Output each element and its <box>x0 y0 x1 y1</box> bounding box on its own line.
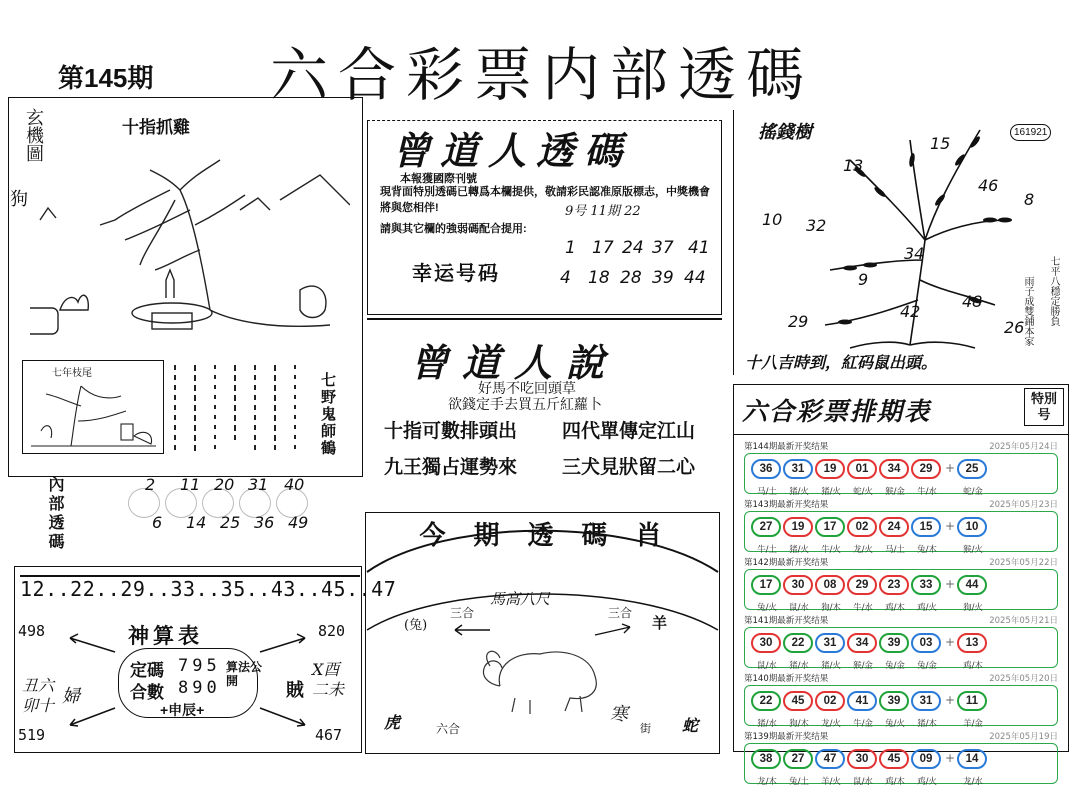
lottery-ball-number: 14 <box>961 752 983 766</box>
lottery-ball-number: 30 <box>787 578 809 592</box>
lottery-ball-number: 17 <box>755 578 777 592</box>
tree-num-12: 26 <box>1004 318 1025 337</box>
lottery-ball <box>911 517 941 537</box>
zengdao-shuo-line4a: 九王獨占運勢來 <box>384 456 518 478</box>
zodiac-element-label: 牛/土 <box>757 545 777 555</box>
lottery-ball-number: 47 <box>819 752 841 766</box>
lottery-ball <box>783 691 813 711</box>
lottery-ball <box>911 459 941 479</box>
result-row <box>740 498 1062 555</box>
zodiac-element-label: 鼠/水 <box>757 661 777 671</box>
zodiac-element-label: 狗/木 <box>789 719 809 729</box>
jinqi-horse: 馬高八尺 <box>490 590 551 608</box>
lottery-ball-number: 03 <box>915 636 937 650</box>
jinqi-rabbit: (兔) <box>404 618 428 633</box>
zodiac-element-label: 猪/火 <box>789 487 809 497</box>
zengdao-r2-3: 28 <box>620 268 642 288</box>
lottery-ball-number: 29 <box>915 462 937 476</box>
zodiac-element-label: 羊/火 <box>821 777 841 787</box>
zodiac-element-label: 猴/金 <box>885 487 905 497</box>
zodiac-element-label: 兔/火 <box>757 603 777 613</box>
neibu-num-r1-5: 40 <box>284 475 305 494</box>
lottery-ball-number: 36 <box>755 462 777 476</box>
result-row-header <box>740 556 1062 568</box>
zodiac-element-label: 龙/木 <box>757 777 777 787</box>
lottery-ball-number: 24 <box>883 520 905 534</box>
result-row-date: 2025年05月24日 <box>989 442 1058 452</box>
lucky-numbers-label: 幸运号码 <box>412 261 500 285</box>
lottery-ball-number: 34 <box>851 636 873 650</box>
tree-num-11: 48 <box>962 292 983 311</box>
he-label: 合數 <box>130 683 164 702</box>
jinqi-sheep: 羊 <box>652 614 668 632</box>
result-row <box>740 556 1062 613</box>
corner-bottom-left: 519 <box>18 726 46 744</box>
lottery-ball-number: 45 <box>787 694 809 708</box>
lottery-ball-number: 41 <box>851 694 873 708</box>
tree-num-2: 15 <box>930 134 951 153</box>
small-picture-caption: 七年枝尾 <box>52 368 92 379</box>
lottery-ball-number: 38 <box>755 752 777 766</box>
lottery-ball-number: 11 <box>961 694 983 708</box>
left-hand-note: 丑六卯十 <box>22 676 55 715</box>
tree-num-9: 29 <box>788 312 809 331</box>
zengdao-r2-4: 39 <box>652 268 674 288</box>
zodiac-element-label: 鸡/火 <box>917 603 937 613</box>
neibu-num-r1-3: 20 <box>214 475 235 494</box>
yaoqian-stamp: 161921 <box>1010 124 1051 141</box>
result-row-balls <box>744 743 1058 787</box>
lottery-ball-number: 33 <box>915 578 937 592</box>
result-row-date: 2025年05月19日 <box>989 732 1058 742</box>
plus-sign: + <box>944 635 956 649</box>
lottery-ball <box>815 749 845 769</box>
zodiac-element-label: 猪/水 <box>757 719 777 729</box>
lottery-ball <box>783 517 813 537</box>
jinqi-liuhe: 六合 <box>436 722 461 736</box>
tree-num-6: 32 <box>806 216 827 235</box>
result-row-header <box>740 730 1062 742</box>
jinqi-street: 街 <box>640 722 651 735</box>
jinqi-sheep-illustration <box>470 636 620 716</box>
result-row-header <box>740 614 1062 626</box>
lottery-ball-number: 45 <box>883 752 905 766</box>
lottery-ball-number: 30 <box>851 752 873 766</box>
result-row-balls <box>744 627 1058 671</box>
plus-sign: + <box>944 519 956 533</box>
zodiac-element-label: 牛/水 <box>917 487 937 497</box>
ding-label: 定碼 <box>130 661 164 680</box>
zodiac-element-label: 鸡/木 <box>885 777 905 787</box>
zodiac-element-label: 马/土 <box>757 487 777 497</box>
zengdao-r1-2: 17 <box>592 238 614 258</box>
lottery-ball-number: 27 <box>787 752 809 766</box>
lottery-ball <box>957 633 987 653</box>
lottery-ball <box>847 749 877 769</box>
zodiac-element-label: 羊/金 <box>963 719 983 729</box>
lottery-ball <box>911 575 941 595</box>
corner-top-right: 820 <box>318 622 346 640</box>
lottery-ball <box>783 575 813 595</box>
lottery-ball-number: 31 <box>787 462 809 476</box>
result-row <box>740 672 1062 729</box>
zodiac-element-label: 猪/火 <box>821 487 841 497</box>
result-row-date: 2025年05月22日 <box>989 558 1058 568</box>
lottery-ball-number: 02 <box>819 694 841 708</box>
tree-num-8: 9 <box>858 270 869 289</box>
lottery-ball <box>783 749 813 769</box>
lottery-ball-number: 01 <box>851 462 873 476</box>
jinqi-snake: 蛇 <box>682 716 699 735</box>
lottery-ball <box>783 633 813 653</box>
lottery-ball <box>957 459 987 479</box>
zengdao-notice-2: 現背面特別透碼已轉爲本欄提供，敬請彩民認准原版標志，中獎機會將與您相伴! <box>380 186 710 214</box>
result-row-label: 第144期最新开奖结果 <box>744 442 829 452</box>
yaoqian-title: 搖錢樹 <box>758 122 812 143</box>
zengdao-notice-3: 請與其它欄的強弱碼配合提用: <box>380 223 527 235</box>
tree-num-10: 42 <box>900 302 921 321</box>
tree-num-1: 13 <box>843 156 864 175</box>
results-list <box>740 440 1062 788</box>
yaoqian-side-1: 七平八穩定勝負 <box>1048 256 1059 326</box>
lottery-ball <box>751 633 781 653</box>
left-hand-note-2: 婦 <box>62 686 80 707</box>
result-row <box>740 730 1062 787</box>
zodiac-element-label: 猪/水 <box>789 661 809 671</box>
lottery-ball <box>847 517 877 537</box>
lottery-ball <box>751 575 781 595</box>
tree-num-3: 46 <box>978 176 999 195</box>
lottery-ball-number: 09 <box>915 752 937 766</box>
zodiac-element-label: 牛/火 <box>821 545 841 555</box>
xuanji-right-vertical: 七野鬼師鶴 <box>319 372 337 457</box>
zodiac-element-label: 龙/火 <box>853 545 873 555</box>
zodiac-element-label: 兔/土 <box>789 777 809 787</box>
zodiac-element-label: 鼠/水 <box>853 777 873 787</box>
neibu-num-r2-3: 25 <box>220 513 241 532</box>
lottery-ball <box>815 459 845 479</box>
result-row-header <box>740 440 1062 452</box>
jinqi-tiger: 虎 <box>384 713 401 732</box>
zodiac-element-label: 蛇/金 <box>963 487 983 497</box>
lottery-ball-number: 22 <box>787 636 809 650</box>
paiqi-badge: 特別号 <box>1024 388 1064 426</box>
xuanji-side-char: 狗 <box>10 189 28 210</box>
lottery-ball <box>957 517 987 537</box>
result-row-date: 2025年05月21日 <box>989 616 1058 626</box>
neibu-num-r2-1: 6 <box>152 513 163 532</box>
result-row-label: 第142期最新开奖结果 <box>744 558 829 568</box>
paiqi-rule <box>733 434 1069 435</box>
lottery-ball <box>879 517 909 537</box>
shensuan-heading: 神算表 <box>128 623 203 648</box>
plus-sign: + <box>944 751 956 765</box>
paiqi-title: 六合彩票排期表 <box>742 397 932 426</box>
zengdao-hand-top: 9号 11期 22 <box>565 204 641 219</box>
lottery-ball <box>957 749 987 769</box>
zodiac-element-label: 猴/金 <box>853 661 873 671</box>
neibu-num-r1-4: 31 <box>248 475 269 494</box>
zengdao-r1-5: 41 <box>688 238 710 258</box>
zengdao-notice-1: 本報獲國際刊號 <box>400 173 477 185</box>
result-row <box>740 440 1062 497</box>
lottery-ball <box>847 691 877 711</box>
lottery-ball-number: 39 <box>883 694 905 708</box>
lottery-ball-number: 29 <box>851 578 873 592</box>
zengdao-shuo-line4b: 三犬見狀留二心 <box>562 456 696 478</box>
lottery-ball-number: 17 <box>819 520 841 534</box>
lottery-ball <box>815 633 845 653</box>
zengdao-r1-4: 37 <box>652 238 674 258</box>
yaoqian-caption: 十八吉時到，紅码鼠出頭。 <box>745 353 938 372</box>
lottery-ball-number: 30 <box>755 636 777 650</box>
plus-sign: + <box>944 577 956 591</box>
plus-sign: + <box>944 693 956 707</box>
zengdao-r2-1: 4 <box>560 268 571 288</box>
lottery-ball-number: 27 <box>755 520 777 534</box>
result-row-header <box>740 672 1062 684</box>
lottery-ball <box>815 517 845 537</box>
result-row-balls <box>744 511 1058 555</box>
lottery-ball-number: 22 <box>755 694 777 708</box>
lottery-ball-number: 39 <box>883 636 905 650</box>
zodiac-element-label: 龙/火 <box>821 719 841 729</box>
zengdao-shuo-line3a: 十指可數排頭出 <box>384 420 518 442</box>
lottery-ball <box>879 691 909 711</box>
zengdao-r2-2: 18 <box>588 268 610 288</box>
yaoqian-side-2: 雨子成雙鋪本家 <box>1022 276 1033 346</box>
zodiac-element-label: 鼠/水 <box>789 603 809 613</box>
zengdao-r1-1: 1 <box>565 238 576 258</box>
zodiac-element-label: 马/土 <box>885 545 905 555</box>
issue-number: 第145期 <box>58 63 154 93</box>
lottery-ball <box>879 633 909 653</box>
result-row-label: 第140期最新开奖结果 <box>744 674 829 684</box>
lottery-ball-number: 34 <box>883 462 905 476</box>
zodiac-element-label: 狗/火 <box>963 603 983 613</box>
lottery-ball <box>911 749 941 769</box>
zodiac-element-label: 猪/火 <box>821 661 841 671</box>
result-row-label: 第143期最新开奖结果 <box>744 500 829 510</box>
ding-value: 795 <box>178 656 221 676</box>
lottery-ball <box>815 691 845 711</box>
zodiac-element-label: 兔/金 <box>917 661 937 671</box>
corner-top-left: 498 <box>18 622 46 640</box>
zodiac-element-label: 猪/木 <box>917 719 937 729</box>
zengdao-r2-5: 44 <box>684 268 706 288</box>
zodiac-element-label: 兔/木 <box>917 545 937 555</box>
jinqi-cold: 寒 <box>610 704 628 725</box>
he-value: 890 <box>178 678 221 698</box>
zengdao-r1-3: 24 <box>622 238 644 258</box>
zengdao-shuo-title: 曾道人說 <box>410 340 619 385</box>
zodiac-element-label: 鸡/火 <box>917 777 937 787</box>
zodiac-element-label: 龙/水 <box>963 777 983 787</box>
lottery-ball <box>879 575 909 595</box>
shensuan-zodiac: +申辰+ <box>160 702 205 718</box>
zengdao-shuo-line1: 好馬不吃回頭草 <box>478 381 576 397</box>
lottery-ball <box>815 575 845 595</box>
neibu-num-r1-2: 11 <box>180 475 201 494</box>
zodiac-element-label: 蛇/火 <box>853 487 873 497</box>
neibu-num-r2-4: 36 <box>254 513 275 532</box>
lottery-ball-number: 19 <box>819 462 841 476</box>
jinqi-title: 今期透碼肖 <box>419 521 690 551</box>
lottery-ball-number: 10 <box>961 520 983 534</box>
lottery-ball <box>751 517 781 537</box>
result-row-balls <box>744 453 1058 497</box>
shensuan-side-text: 算法公開 <box>226 660 263 688</box>
neibu-num-r2-2: 14 <box>186 513 207 532</box>
right-hand-note: 賊 <box>286 680 304 701</box>
lottery-ball <box>879 749 909 769</box>
neibu-num-r1-1: 2 <box>145 475 156 494</box>
neibu-num-r2-5: 49 <box>288 513 309 532</box>
lottery-ball-number: 31 <box>915 694 937 708</box>
zodiac-element-label: 牛/水 <box>853 603 873 613</box>
lottery-ball-number: 31 <box>819 636 841 650</box>
tree-num-7: 34 <box>904 244 925 263</box>
lottery-ball-number: 15 <box>915 520 937 534</box>
result-row <box>740 614 1062 671</box>
jinqi-sanhe-2: 三合 <box>608 606 633 620</box>
zengdao-shuo-rule <box>367 318 722 320</box>
lottery-ball <box>847 633 877 653</box>
lottery-ball <box>879 459 909 479</box>
zodiac-element-label: 兔/火 <box>885 719 905 729</box>
zodiac-element-label: 猪/火 <box>789 545 809 555</box>
result-row-balls <box>744 569 1058 613</box>
lottery-ball <box>911 691 941 711</box>
zengdao-ren-title: 曾道人透碼 <box>392 128 633 173</box>
neibu-label: 內部透碼 <box>46 476 65 552</box>
xuanji-illustration <box>30 130 350 350</box>
tree-num-4: 8 <box>1024 190 1035 209</box>
small-picture-illustration <box>26 376 160 452</box>
zodiac-element-label: 猴/火 <box>963 545 983 555</box>
lottery-ball <box>957 575 987 595</box>
lottery-ball <box>783 459 813 479</box>
result-row-label: 第141期最新开奖结果 <box>744 616 829 626</box>
lottery-ball-number: 19 <box>787 520 809 534</box>
lottery-ball <box>751 691 781 711</box>
zodiac-element-label: 牛/金 <box>853 719 873 729</box>
result-row-header <box>740 498 1062 510</box>
page-title: 六合彩票内部透碼 <box>270 41 815 109</box>
zodiac-element-label: 兔/金 <box>885 661 905 671</box>
result-row-date: 2025年05月23日 <box>989 500 1058 510</box>
lottery-ball-number: 13 <box>961 636 983 650</box>
xuanji-caption: 十指抓雞 <box>122 118 190 138</box>
lottery-ball <box>751 749 781 769</box>
lottery-ball-number: 02 <box>851 520 873 534</box>
lottery-ball-number: 23 <box>883 578 905 592</box>
result-row-date: 2025年05月20日 <box>989 674 1058 684</box>
lottery-ball <box>847 575 877 595</box>
xuanji-heading: 玄機圖 <box>23 108 44 162</box>
lottery-ball-number: 44 <box>961 578 983 592</box>
lottery-ball <box>957 691 987 711</box>
plus-sign: + <box>944 461 956 475</box>
tree-num-5: 10 <box>762 210 783 229</box>
lottery-ball <box>751 459 781 479</box>
number-strip: 12..22..29..33..35..43..45..47 <box>20 577 397 601</box>
right-hand-note-2: X酉二未 <box>312 660 345 699</box>
result-row-balls <box>744 685 1058 729</box>
zengdao-shuo-line2: 欲錢定手去買五斤紅蘿卜 <box>448 397 602 413</box>
lottery-ball <box>847 459 877 479</box>
corner-bottom-right: 467 <box>315 726 343 744</box>
zodiac-element-label: 狗/木 <box>821 603 841 613</box>
zengdao-shuo-line3b: 四代單傳定江山 <box>562 420 696 442</box>
result-row-label: 第139期最新开奖结果 <box>744 732 829 742</box>
lottery-ball-number: 25 <box>961 462 983 476</box>
zodiac-element-label: 鸡/木 <box>885 603 905 613</box>
zodiac-element-label: 鸡/木 <box>963 661 983 671</box>
jinqi-sanhe-1: 三合 <box>450 606 475 620</box>
lottery-ball-number: 08 <box>819 578 841 592</box>
scribbled-columns <box>170 360 310 460</box>
lottery-ball <box>911 633 941 653</box>
